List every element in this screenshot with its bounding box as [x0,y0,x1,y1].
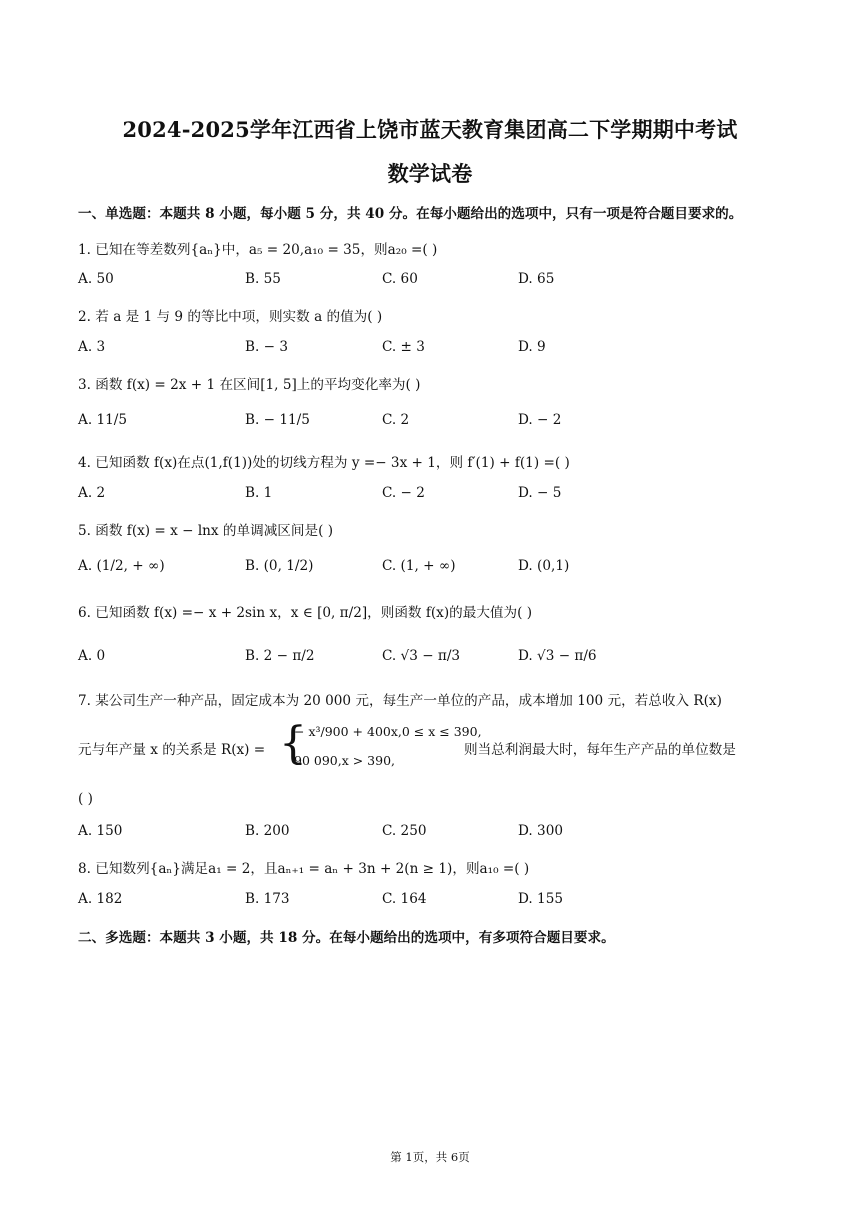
question-8-option-b: B. 173 [245,891,290,907]
question-5-option-a: A. (1/2, + ∞) [78,558,165,574]
question-6-option-c: C. √3 − π/3 [382,648,461,664]
exam-subtitle: 数学试卷 [387,161,473,186]
question-2-option-c: C. ± 3 [382,339,425,355]
piecewise-brace: { [279,718,307,769]
question-7-stem: 7. 某公司生产一种产品，固定成本为 20 000 元，每生产一单位的产品，成本增加 100 元，若总收入 R(x) [78,693,722,709]
question-7-stem-part3: 则当总利润最大时，每年生产产品的单位数是 [464,742,736,758]
question-6-option-b: B. 2 − π/2 [245,648,315,664]
question-2-option-a: A. 3 [78,339,106,355]
question-8-option-c: C. 164 [382,891,427,907]
exam-title: 2024-2025学年江西省上饶市蓝天教育集团高二下学期期中考试 [122,117,738,142]
question-3-option-d: D. − 2 [518,412,562,428]
question-4-option-b: B. 1 [245,485,273,501]
question-2-stem: 2. 若 a 是 1 与 9 的等比中项，则实数 a 的值为( ) [78,309,383,325]
section-multiple-choice: 二、多选题：本题共 3 小题，共 18 分。在每小题给出的选项中，有多项符合题目要求。 [78,930,615,946]
question-4-option-c: C. − 2 [382,485,425,501]
question-7-option-c: C. 250 [382,823,427,839]
question-7-option-d: D. 300 [518,823,564,839]
question-3-option-b: B. − 11/5 [245,412,310,428]
question-1-option-a: A. 50 [78,271,114,287]
question-2-option-b: B. − 3 [245,339,288,355]
question-7-case-2: 90 090,x > 390, [294,753,396,768]
question-4-stem: 4. 已知函数 f(x)在点(1,f(1))处的切线方程为 y =− 3x + 1，则 f′(1) + f(1) =( ) [78,455,570,471]
question-1-option-d: D. 65 [518,271,555,287]
question-1-stem: 1. 已知在等差数列{aₙ}中，a₅ = 20,a₁₀ = 35，则a₂₀ =( ) [78,242,438,258]
question-8-option-a: A. 182 [78,891,123,907]
question-3-option-a: A. 11/5 [78,412,127,428]
question-6-stem: 6. 已知函数 f(x) =− x + 2sin x，x ∈ [0, π/2]，则函数 f(x)的最大值为( ) [78,605,533,621]
question-1-option-c: C. 60 [382,271,418,287]
question-3-stem: 3. 函数 f(x) = 2x + 1 在区间[1, 5]上的平均变化率为( ) [78,377,421,393]
question-5-option-c: C. (1, + ∞) [382,558,456,574]
section-single-choice: 一、单选题：本题共 8 小题，每小题 5 分，共 40 分。在每小题给出的选项中，只有一项是符合题目要求的。 [78,206,743,222]
question-7-case-1: − x³/900 + 400x,0 ≤ x ≤ 390, [294,724,482,739]
question-5-option-d: D. (0,1) [518,558,570,574]
question-6-option-d: D. √3 − π/6 [518,648,597,664]
question-4-option-d: D. − 5 [518,485,562,501]
question-1-option-b: B. 55 [245,271,281,287]
question-5-stem: 5. 函数 f(x) = x − lnx 的单调减区间是( ) [78,523,334,539]
question-7-bracket: ( ) [78,791,93,807]
question-8-stem: 8. 已知数列{aₙ}满足a₁ = 2，且aₙ₊₁ = aₙ + 3n + 2(n ≥ 1)，则a₁₀ =( ) [78,861,530,877]
question-6-option-a: A. 0 [78,648,106,664]
question-5-option-b: B. (0, 1/2) [245,558,314,574]
question-8-option-d: D. 155 [518,891,564,907]
question-7-option-b: B. 200 [245,823,290,839]
question-2-option-d: D. 9 [518,339,546,355]
question-7-stem-part2: 元与年产量 x 的关系是 R(x) = [78,742,266,758]
question-7-option-a: A. 150 [78,823,123,839]
question-3-option-c: C. 2 [382,412,410,428]
page-footer: 第 1页，共 6页 [390,1150,470,1164]
question-4-option-a: A. 2 [78,485,106,501]
